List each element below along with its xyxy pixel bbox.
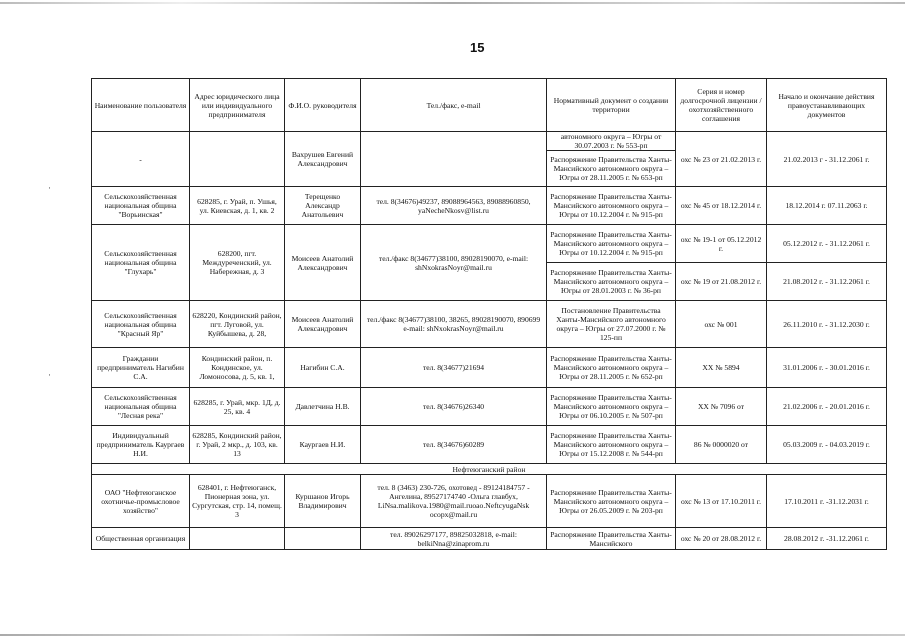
cell-license: охс № 20 от 28.08.2012 г. (676, 528, 767, 550)
cell-phone: тел. 8(34676)26340 (361, 388, 547, 426)
cell-license: ХХ № 5894 (676, 348, 767, 388)
cell-period: 21.02.2013 г - 31.12.2061 г. (767, 132, 887, 187)
cell-head: Давлетчина Н.В. (285, 388, 361, 426)
table-row (92, 348, 887, 388)
cell-doc: Распоряжение Правительства Ханты-Мансийского автономного округа – Югры от 06.10.2005 г. № 507-рп (547, 388, 676, 426)
table-row (92, 225, 887, 263)
table-row (92, 528, 887, 550)
district-label: Нефтеюганский район (92, 464, 887, 475)
scan-edge-bottom (0, 634, 905, 636)
cell-head: Моисеев Анатолий Александрович (285, 301, 361, 348)
cell-doc: Распоряжение Правительства Ханты-Мансийского автономного округа – Югры от 28.11.2005 г. № 652-рп (547, 348, 676, 388)
cell-phone: тел. 8(34677)21694 (361, 348, 547, 388)
header-phone: Тел./факс, e-mail (361, 79, 547, 132)
cell-period: 21.08.2012 г. - 31.12.2061 г. (767, 263, 887, 301)
cell-period: 28.08.2012 г. -31.12.2061 г. (767, 528, 887, 550)
table-row (92, 475, 887, 528)
cell-user: Сельскохозяйственная национальная община "Глухарь" (92, 225, 190, 301)
cell-doc: Распоряжение Правительства Ханты-Мансийского автономного округа – Югры от 15.12.2008 г. № 544-рп (547, 426, 676, 464)
cell-address (190, 132, 285, 187)
cell-license: охс № 001 (676, 301, 767, 348)
cell-address: 628285, г. Урай, п. Ушья, ул. Киевская, д. 1, кв. 2 (190, 187, 285, 225)
cell-head: Каургаев Н.И. (285, 426, 361, 464)
table-row (92, 132, 887, 151)
header-user: Наименование пользователя (92, 79, 190, 132)
cell-period: 05.12.2012 г. - 31.12.2061 г. (767, 225, 887, 263)
cell-doc: Распоряжение Правительства Ханты-Мансийского (547, 528, 676, 550)
table-row (92, 388, 887, 426)
cell-doc: Распоряжение Правительства Ханты-Мансийского автономного округа – Югры от 10.12.2004 г. № 915-рп (547, 225, 676, 263)
cell-doc: автономного округа – Югры от 30.07.2003 г. № 553-рп (547, 132, 676, 151)
cell-phone (361, 132, 547, 187)
cell-head: Нагибин С.А. (285, 348, 361, 388)
header-address: Адрес юридического лица или индивидуального предпринимателя (190, 79, 285, 132)
cell-address: Кондинский район, п. Кондинское, ул. Ломоносова, д. 5, кв. 1, (190, 348, 285, 388)
cell-doc: Распоряжение Правительства Ханты-Мансийского автономного округа – Югры от 28.11.2005 г. № 653-рп (547, 151, 676, 187)
cell-user: Сельскохозяйственная национальная община "Лесная река" (92, 388, 190, 426)
cell-user: Индивидуальный предприниматель Каургаев Н.И. (92, 426, 190, 464)
cell-doc: Распоряжение Правительства Ханты-Мансийского автономного округа – Югры от 26.05.2009 г. № 203-рп (547, 475, 676, 528)
margin-mark: · (48, 370, 51, 380)
cell-period: 26.11.2010 г. - 31.12.2030 г. (767, 301, 887, 348)
cell-user: Сельскохозяйственная национальная община "Красный Яр" (92, 301, 190, 348)
cell-head: Вахрушев Евгений Александрович (285, 132, 361, 187)
cell-head (285, 528, 361, 550)
cell-phone: тел. 8(34676)49237, 89088964563, 89088960850, yaNecheNkosv@list.ru (361, 187, 547, 225)
cell-license: охс № 13 от 17.10.2011 г. (676, 475, 767, 528)
district-row (92, 464, 887, 475)
cell-license: ХХ № 7096 от (676, 388, 767, 426)
table-header-row (92, 79, 887, 132)
table-row (92, 301, 887, 348)
cell-user: Граждании предприниматель Нагибин С.А. (92, 348, 190, 388)
cell-head: Моисеев Анатолий Александрович (285, 225, 361, 301)
cell-user: Общественная организация (92, 528, 190, 550)
cell-license: охс № 23 от 21.02.2013 г. (676, 132, 767, 187)
cell-doc: Постановление Правительства Ханты-Мансийского автономного округа – Югры от 27.07.2000 г. № 125-пп (547, 301, 676, 348)
scan-edge-top (0, 2, 905, 4)
header-period: Начало и окончание действия правоустанавливающих документов (767, 79, 887, 132)
cell-period: 05.03.2009 г. - 04.03.2019 г. (767, 426, 887, 464)
cell-address: 628401, г. Нефтеюганск, Пионерная зона, ул. Сургутская, стр. 14, помещ. 3 (190, 475, 285, 528)
cell-address: 628285, Кондинский район, г. Урай, 2 мкр., д. 103, кв. 13 (190, 426, 285, 464)
cell-phone: тел./факс 8(34677)38100, 38265, 89028190070, 890699 e-mail: shNxokrasNoyr@mail.ru (361, 301, 547, 348)
table-row (92, 187, 887, 225)
cell-phone: тел./факс 8(34677)38100, 89028190070, e-mail: shNxokrasNoyr@mail.ru (361, 225, 547, 301)
cell-phone: тел. 89026297177, 89825032818, e-mail: belkiNna@zinaprom.ru (361, 528, 547, 550)
margin-mark: · (48, 183, 51, 193)
header-head: Ф.И.О. руководителя (285, 79, 361, 132)
cell-period: 31.01.2006 г. - 30.01.2016 г. (767, 348, 887, 388)
cell-license: охс № 19-1 от 05.12.2012 г. (676, 225, 767, 263)
cell-doc: Распоряжение Правительства Ханты-Мансийского автономного округа – Югры от 28.01.2003 г. № 36-рп (547, 263, 676, 301)
cell-head: Терещенко Александр Анатольевич (285, 187, 361, 225)
cell-doc: Распоряжение Правительства Ханты-Мансийского автономного округа – Югры от 10.12.2004 г. № 915-рп (547, 187, 676, 225)
page-number: 15 (470, 40, 485, 55)
cell-address: 628200, пгт. Междуреченский, ул. Набережная, д. 3 (190, 225, 285, 301)
cell-phone: тел. 8(34676)60289 (361, 426, 547, 464)
cell-head: Куршанов Игорь Владимирович (285, 475, 361, 528)
table-row (92, 426, 887, 464)
cell-period: 18.12.2014 г. 07.11.2063 г. (767, 187, 887, 225)
cell-user: - (92, 132, 190, 187)
cell-user: ОАО "Нефтеюганское охотничье-промысловое хозяйство" (92, 475, 190, 528)
cell-address (190, 528, 285, 550)
cell-license: 86 № 0000020 от (676, 426, 767, 464)
cell-address: 628285, г. Урай, мкр. 1Д, д. 25, кв. 4 (190, 388, 285, 426)
header-doc: Нормативный документ о создании территории (547, 79, 676, 132)
cell-license: охс № 45 от 18.12.2014 г. (676, 187, 767, 225)
cell-license: охс № 19 от 21.08.2012 г. (676, 263, 767, 301)
cell-address: 628220, Кондинский район, пгт. Луговой, ул. Куйбышева, д. 28, (190, 301, 285, 348)
licenses-table (91, 78, 887, 550)
cell-period: 21.02.2006 г. - 20.01.2016 г. (767, 388, 887, 426)
cell-phone: тел. 8 (3463) 230-726, охотовед - 89124184757 - Ангелина, 89527174740 -Ольга главбух, LiNsa.malikova.1980@mail.ruoao.NeftcyugaNsk ocopx@mail.ru (361, 475, 547, 528)
header-license: Серия и номер долгосрочной лицензии /охотхозяйственного соглашения (676, 79, 767, 132)
cell-period: 17.10.2011 г. -31.12.2031 г. (767, 475, 887, 528)
cell-user: Сельскохозяйственная национальная община "Ворьинская" (92, 187, 190, 225)
